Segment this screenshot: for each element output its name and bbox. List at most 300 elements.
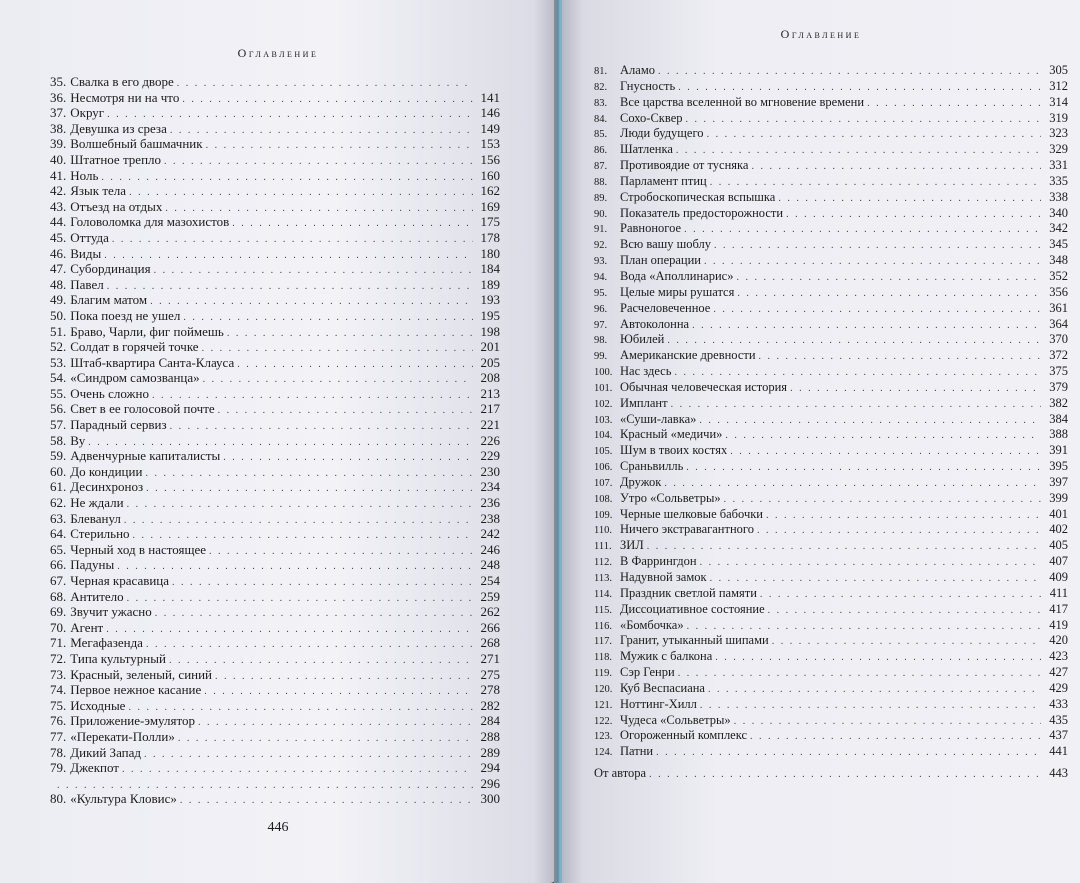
chapter-title: Адвенчурные капиталисты xyxy=(70,448,221,464)
chapter-number: 103. xyxy=(594,414,613,426)
toc-entry xyxy=(594,412,1068,428)
chapter-title: Сохо-Сквер xyxy=(620,110,683,125)
chapter-number: 118. xyxy=(594,652,612,664)
dot-leader xyxy=(725,428,1041,444)
chapter-number: 88. xyxy=(594,176,608,188)
toc-entry xyxy=(50,651,500,667)
toc-list-left xyxy=(50,74,500,807)
dot-leader xyxy=(164,154,473,170)
chapter-title: Антитело xyxy=(70,588,124,604)
chapter-title: Штаб-квартира Санта-Клауса xyxy=(70,354,235,370)
dot-leader xyxy=(177,76,473,92)
chapter-page-number: 372 xyxy=(1049,348,1068,363)
toc-entry xyxy=(594,396,1068,412)
toc-entry xyxy=(594,269,1068,285)
chapter-title: Аламо xyxy=(620,63,655,77)
dot-leader xyxy=(674,365,1041,381)
toc-entry xyxy=(50,230,500,246)
chapter-title: «Синдром самозванца» xyxy=(70,370,200,386)
toc-entry xyxy=(50,433,500,449)
chapter-number: 114. xyxy=(594,588,612,600)
toc-entry xyxy=(50,557,500,573)
chapter-title: Несмотря ни на что xyxy=(70,89,180,105)
chapter-title: Черный ход в настоящее xyxy=(70,541,207,557)
dot-leader xyxy=(182,92,473,108)
chapter-page-number: 205 xyxy=(480,354,500,370)
chapter-page-number: 364 xyxy=(1049,316,1068,331)
chapter-page-number: 217 xyxy=(480,401,500,417)
toc-entry xyxy=(594,206,1068,222)
dot-leader xyxy=(223,450,473,466)
chapter-title: «Перекати-Полли» xyxy=(70,728,175,744)
chapter-page-number: 411 xyxy=(1049,585,1068,600)
dot-leader xyxy=(664,476,1041,492)
chapter-title: Американские древности xyxy=(620,348,756,363)
toc-entry xyxy=(594,237,1068,253)
chapter-page-number: 271 xyxy=(480,650,500,666)
chapter-number: 120. xyxy=(594,683,613,695)
chapter-title: Стерильно xyxy=(70,526,130,542)
chapter-title: Ву xyxy=(70,432,86,448)
dot-leader xyxy=(667,333,1041,349)
toc-entry xyxy=(50,526,500,542)
chapter-number: 107. xyxy=(594,477,613,489)
chapter-page-number: 407 xyxy=(1049,554,1068,569)
chapter-number: 75. xyxy=(50,697,67,713)
toc-entry-afterword xyxy=(594,766,1068,782)
chapter-number: 39. xyxy=(50,136,67,152)
chapter-title: Шатленка xyxy=(620,142,673,157)
chapter-number: 54. xyxy=(50,370,67,386)
chapter-page-number: 356 xyxy=(1049,284,1068,299)
chapter-number: 117. xyxy=(594,636,612,648)
chapter-page-number: 189 xyxy=(480,276,500,292)
chapter-title: Язык тела xyxy=(70,183,127,199)
toc-entry xyxy=(50,214,500,230)
chapter-number: 84. xyxy=(594,113,608,125)
dot-leader xyxy=(206,138,473,154)
chapter-page-number: 198 xyxy=(480,323,500,339)
toc-entry xyxy=(594,380,1068,396)
chapter-page-number: 201 xyxy=(480,339,500,355)
chapter-number: 95. xyxy=(594,287,608,299)
dot-leader xyxy=(169,653,473,669)
dot-leader xyxy=(707,127,1041,143)
chapter-title: Красный, зеленый, синий xyxy=(70,666,213,682)
dot-leader xyxy=(146,637,473,653)
chapter-title: Парадный сервиз xyxy=(70,417,167,433)
toc-entry xyxy=(594,111,1068,127)
chapter-page-number: 348 xyxy=(1049,253,1068,268)
chapter-number: 46. xyxy=(50,245,67,261)
dot-leader xyxy=(786,207,1041,223)
dot-leader xyxy=(145,466,473,482)
chapter-page-number: 419 xyxy=(1049,617,1068,632)
chapter-number: 42. xyxy=(50,183,67,199)
chapter-title: Вода «Аполлинарис» xyxy=(620,268,734,283)
toc-entry xyxy=(50,542,500,558)
chapter-title: Десинхроноз xyxy=(70,479,144,495)
toc-entry xyxy=(594,522,1068,538)
chapter-page-number: 149 xyxy=(480,120,500,136)
chapter-title: Расчеловеченное xyxy=(620,300,711,315)
dot-leader xyxy=(751,159,1041,175)
dot-leader xyxy=(154,263,473,279)
chapter-number: 109. xyxy=(594,509,613,521)
toc-entry xyxy=(594,602,1068,618)
dot-leader xyxy=(692,318,1041,334)
toc-entry xyxy=(50,292,500,308)
chapter-page-number: 296 xyxy=(480,775,500,791)
toc-entry xyxy=(594,79,1068,95)
chapter-title: Свет в ее голосовой почте xyxy=(70,401,215,417)
dot-leader xyxy=(658,64,1041,80)
chapter-page-number: 141 xyxy=(480,89,500,105)
chapter-title: Надувной замок xyxy=(620,570,707,584)
chapter-page-number: 254 xyxy=(480,573,500,588)
toc-entry xyxy=(50,386,500,402)
chapter-title: Солдат в горячей точке xyxy=(70,339,199,355)
chapter-page-number: 156 xyxy=(480,151,500,167)
dot-leader xyxy=(768,603,1041,619)
toc-entry xyxy=(50,464,500,480)
chapter-page-number: 288 xyxy=(480,728,500,744)
chapter-page-number: 248 xyxy=(480,557,500,573)
chapter-title: Пока поезд не ушел xyxy=(70,307,181,323)
chapter-page-number: 284 xyxy=(480,713,500,729)
chapter-number: 37. xyxy=(50,105,67,121)
chapter-page-number: 294 xyxy=(480,760,500,776)
toc-entry xyxy=(594,475,1068,491)
afterword-title: От автора xyxy=(594,766,647,781)
chapter-title: Исходные xyxy=(70,697,126,713)
chapter-number: 71. xyxy=(50,635,67,651)
chapter-page-number: 382 xyxy=(1049,395,1068,410)
dot-leader xyxy=(713,302,1041,318)
chapter-title: Всю вашу шоблу xyxy=(620,237,712,252)
toc-entry xyxy=(50,355,500,371)
chapter-title: Показатель предосторожности xyxy=(620,205,784,220)
chapter-number: 96. xyxy=(594,303,608,315)
toc-entry xyxy=(594,317,1068,333)
dot-leader xyxy=(686,112,1042,128)
chapter-title: Агент xyxy=(70,619,104,635)
chapter-number: 83. xyxy=(594,97,608,109)
dot-leader xyxy=(678,666,1041,682)
chapter-title: ЗИЛ xyxy=(620,538,644,553)
toc-entry xyxy=(594,364,1068,380)
chapter-page-number: 437 xyxy=(1049,728,1068,743)
chapter-number: 70. xyxy=(50,619,67,635)
toc-entry xyxy=(50,152,500,168)
toc-entry xyxy=(50,121,500,137)
chapter-page-number: 435 xyxy=(1049,712,1068,727)
chapter-title: Дружок xyxy=(620,474,662,489)
chapter-title: Округ xyxy=(70,105,105,121)
toc-entry xyxy=(50,246,500,262)
dot-leader xyxy=(155,606,473,622)
chapter-page-number: 246 xyxy=(480,541,500,557)
chapter-page-number: 429 xyxy=(1049,680,1068,695)
dot-leader xyxy=(715,650,1041,666)
toc-entry xyxy=(594,221,1068,237)
chapter-page-number: 391 xyxy=(1049,443,1068,458)
dot-leader xyxy=(104,248,473,264)
chapter-number: 115. xyxy=(594,604,612,616)
chapter-number: 98. xyxy=(594,335,608,347)
toc-entry xyxy=(594,427,1068,443)
chapter-title: «Бомбочка» xyxy=(620,617,684,632)
toc-entry xyxy=(594,142,1068,158)
dot-leader xyxy=(734,714,1041,730)
chapter-number: 73. xyxy=(50,666,67,682)
chapter-title: «Культура Кловис» xyxy=(70,791,177,807)
toc-entry xyxy=(594,538,1068,554)
chapter-page-number: 423 xyxy=(1049,649,1068,664)
chapter-page-number: 395 xyxy=(1049,459,1068,474)
chapter-number: 123. xyxy=(594,731,613,743)
chapter-title: Первое нежное касание xyxy=(70,682,202,698)
chapter-number: 79. xyxy=(50,760,67,776)
chapter-page-number: 433 xyxy=(1049,696,1068,711)
dot-leader xyxy=(170,419,473,435)
dot-leader xyxy=(203,372,473,388)
chapter-number: 77. xyxy=(50,728,67,744)
chapter-title: Оттуда xyxy=(70,229,109,245)
chapter-page-number: 409 xyxy=(1049,570,1068,584)
dot-leader xyxy=(202,341,473,357)
toc-list-right xyxy=(594,63,1068,782)
chapter-page-number: 238 xyxy=(480,510,500,526)
chapter-title: Не ждали xyxy=(70,495,124,511)
toc-entry xyxy=(50,324,500,340)
chapter-number: 65. xyxy=(50,541,67,557)
chapter-title: Свалка в его дворе xyxy=(70,74,174,89)
chapter-number: 106. xyxy=(594,462,613,474)
chapter-number: 58. xyxy=(50,432,67,448)
chapter-number: 47. xyxy=(50,261,67,277)
chapter-number: 81. xyxy=(594,66,608,77)
chapter-title: Приложение-эмулятор xyxy=(70,713,195,729)
chapter-number: 76. xyxy=(50,713,67,729)
chapter-number: 121. xyxy=(594,699,613,711)
toc-entry xyxy=(50,791,500,807)
chapter-page-number: 178 xyxy=(480,229,500,245)
toc-entry xyxy=(50,261,500,277)
toc-entry xyxy=(50,277,500,293)
chapter-number: 111. xyxy=(594,541,612,553)
chapter-page-number: 275 xyxy=(480,666,500,682)
dot-leader xyxy=(107,279,473,295)
chapter-title: Дикий Запад xyxy=(70,744,142,760)
toc-entry xyxy=(594,633,1068,649)
chapter-number: 36. xyxy=(50,89,67,105)
chapter-title: Целые миры рушатся xyxy=(620,284,735,299)
chapter-title: Противоядие от тусняка xyxy=(620,158,749,173)
chapter-title: Красный «медичи» xyxy=(620,427,723,442)
dot-leader xyxy=(124,513,473,529)
chapter-title: Парламент птиц xyxy=(620,173,707,188)
toc-entry xyxy=(594,649,1068,665)
chapter-page-number: 221 xyxy=(480,417,500,433)
chapter-page-number: 370 xyxy=(1049,332,1068,347)
toc-entry xyxy=(50,682,500,698)
chapter-page-number: 300 xyxy=(480,791,500,807)
chapter-title: Падуны xyxy=(70,557,115,573)
chapter-title: Сэр Генри xyxy=(620,665,675,680)
toc-entry xyxy=(50,776,500,792)
chapter-number: 87. xyxy=(594,161,608,173)
chapter-page-number: 162 xyxy=(480,183,500,199)
chapter-title: Патни xyxy=(620,744,654,759)
dot-leader xyxy=(700,698,1041,714)
chapter-page-number: 195 xyxy=(480,307,500,323)
chapter-number: 72. xyxy=(50,650,67,666)
chapter-number: 61. xyxy=(50,479,67,495)
chapter-page-number: 345 xyxy=(1049,237,1068,252)
chapter-page-number: 331 xyxy=(1049,158,1068,173)
chapter-title: Очень сложно xyxy=(70,385,149,401)
chapter-title: Типа культурный xyxy=(70,650,166,666)
chapter-number: 60. xyxy=(50,463,67,479)
chapter-number: 124. xyxy=(594,747,613,759)
chapter-page-number: 342 xyxy=(1049,221,1068,236)
toc-entry xyxy=(50,620,500,636)
chapter-title: Диссоциативное состояние xyxy=(620,601,765,616)
dot-leader xyxy=(757,523,1041,539)
dot-leader xyxy=(772,634,1041,650)
chapter-number: 92. xyxy=(594,240,608,252)
dot-leader xyxy=(710,175,1041,191)
dot-leader xyxy=(708,682,1041,698)
chapter-number: 105. xyxy=(594,446,613,458)
afterword-page-number: 443 xyxy=(1049,766,1068,781)
chapter-title: Браво, Чарли, фиг поймешь xyxy=(70,323,224,339)
chapter-page-number: 397 xyxy=(1049,474,1068,489)
chapter-page-number: 319 xyxy=(1049,110,1068,125)
dot-leader xyxy=(218,403,473,419)
chapter-page-number: 420 xyxy=(1049,633,1068,648)
toc-entry xyxy=(594,570,1068,586)
dot-leader xyxy=(209,544,473,560)
toc-entry xyxy=(594,728,1068,744)
chapter-title: Огороженный комплекс xyxy=(620,728,748,743)
chapter-title: Мужик с балкона xyxy=(620,649,713,664)
chapter-page-number: 184 xyxy=(480,261,500,277)
toc-entry xyxy=(594,491,1068,507)
dot-leader xyxy=(180,793,473,809)
chapter-page-number: 146 xyxy=(480,105,500,121)
toc-entry xyxy=(594,332,1068,348)
chapter-number: 85. xyxy=(594,129,608,141)
dot-leader xyxy=(146,481,473,497)
chapter-title: Отъезд на отдых xyxy=(70,198,163,214)
chapter-title: Девушка из среза xyxy=(70,120,167,136)
chapter-page-number: 289 xyxy=(480,744,500,760)
dot-leader xyxy=(714,238,1041,254)
dot-leader xyxy=(170,123,473,139)
dot-leader xyxy=(150,294,473,310)
toc-entry xyxy=(594,713,1068,729)
chapter-title: Стробоскопическая вспышка xyxy=(620,189,776,204)
toc-entry xyxy=(594,95,1068,111)
chapter-page-number: 361 xyxy=(1049,300,1068,315)
toc-entry xyxy=(50,479,500,495)
chapter-page-number: 402 xyxy=(1049,522,1068,537)
dot-leader xyxy=(198,715,473,731)
toc-entry xyxy=(594,554,1068,570)
dot-leader xyxy=(766,508,1041,524)
chapter-page-number: 175 xyxy=(480,214,500,230)
dot-leader xyxy=(700,555,1041,571)
toc-entry xyxy=(50,74,500,90)
chapter-title: Черные шелковые бабочки xyxy=(620,506,763,521)
chapter-page-number: 379 xyxy=(1049,379,1068,394)
chapter-page-number: 230 xyxy=(480,463,500,479)
chapter-title: До кондиции xyxy=(70,463,143,479)
chapter-page-number: 417 xyxy=(1049,601,1068,616)
chapter-page-number: 262 xyxy=(480,604,500,620)
chapter-number: 101. xyxy=(594,382,613,394)
chapter-page-number: 229 xyxy=(480,448,500,464)
chapter-title: Утро «Сольветры» xyxy=(620,490,721,505)
chapter-page-number: 340 xyxy=(1049,205,1068,220)
dot-leader xyxy=(183,310,473,326)
chapter-number: 43. xyxy=(50,198,67,214)
chapter-title: Праздник светлой памяти xyxy=(620,585,757,600)
chapter-number: 68. xyxy=(50,588,67,604)
dot-leader xyxy=(215,669,473,685)
dot-leader xyxy=(237,357,473,373)
dot-leader xyxy=(736,270,1041,286)
toc-entry xyxy=(50,729,500,745)
chapter-number: 113. xyxy=(594,573,612,584)
chapter-number: 94. xyxy=(594,271,608,283)
chapter-page-number: 234 xyxy=(480,479,500,495)
chapter-page-number: 236 xyxy=(480,495,500,511)
toc-entry xyxy=(594,285,1068,301)
dot-leader xyxy=(760,587,1041,603)
chapter-number: 38. xyxy=(50,120,67,136)
toc-entry xyxy=(50,511,500,527)
toc-entry xyxy=(594,681,1068,697)
chapter-title: «Суши-лавка» xyxy=(620,411,697,426)
chapter-number: 44. xyxy=(50,214,67,230)
chapter-title: Куб Веспасиана xyxy=(620,680,705,695)
chapter-title: План операции xyxy=(620,253,701,268)
chapter-number: 53. xyxy=(50,354,67,370)
toc-entry xyxy=(50,698,500,714)
toc-entry xyxy=(594,348,1068,364)
chapter-number: 89. xyxy=(594,192,608,204)
toc-entry xyxy=(50,339,500,355)
chapter-page-number: 352 xyxy=(1049,268,1068,283)
chapter-number: 93. xyxy=(594,256,608,268)
chapter-number: 69. xyxy=(50,604,67,620)
chapter-title: Павел xyxy=(70,276,104,292)
dot-leader xyxy=(144,747,473,763)
chapter-number: 63. xyxy=(50,510,67,526)
toc-entry xyxy=(50,105,500,121)
dot-leader xyxy=(204,684,473,700)
dot-leader xyxy=(778,191,1041,207)
toc-entry xyxy=(50,90,500,106)
dot-leader xyxy=(684,222,1041,238)
toc-entry xyxy=(50,667,500,683)
chapter-title: Имплант xyxy=(620,395,668,410)
chapter-number: 57. xyxy=(50,417,67,433)
chapter-page-number: 208 xyxy=(480,370,500,386)
